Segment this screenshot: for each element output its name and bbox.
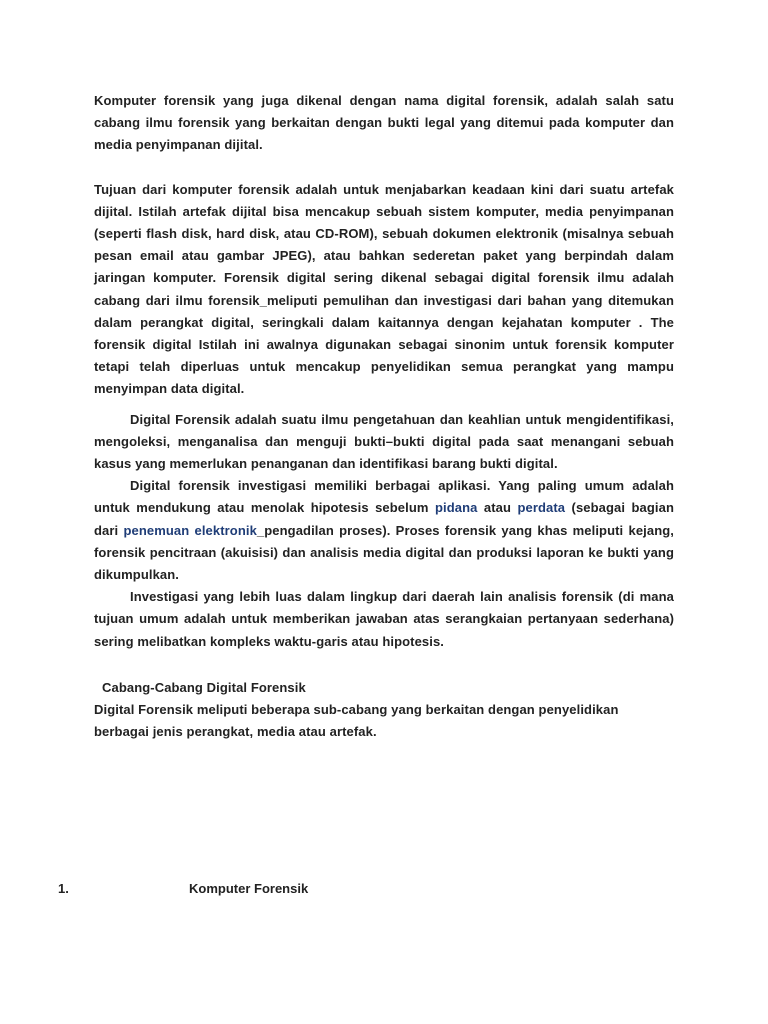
document-body <box>94 90 674 743</box>
paragraph-subbranches: Digital Forensik meliputi beberapa sub-cabang yang berkaitan dengan penyelidikan berbagai jenis perangkat, media atau artefak. <box>94 702 619 740</box>
paragraph-definition: Digital Forensik adalah suatu ilmu pengetahuan dan keahlian untuk mengidentifikasi, mengoleksi, menganalisa dan menguji bukti–bukti digital pada saat menangani sebuah kasus yang memerlukan penanganan dan identifikasi barang bukti digital. <box>94 411 674 472</box>
link-penemuan-elektronik[interactable]: penemuan elektronik <box>123 522 257 538</box>
paragraph-applications-text-2: atau <box>477 500 518 516</box>
paragraph-intro: Komputer forensik yang juga dikenal dengan nama digital forensik, adalah salah satu cabang ilmu forensik yang berkaitan dengan bukti legal yang ditemui pada komputer dan media penyimpanan dijital. <box>94 93 674 153</box>
paragraph-investigation: Investigasi yang lebih luas dalam lingkup dari daerah lain analisis forensik (di mana tujuan umum adalah untuk memberikan jawaban atas serangkaian pertanyaan sederhana) sering melibatkan kompleks waktu-garis atau hipotesis. <box>94 589 674 649</box>
paragraph-applications-text-3: (sebagai bagian dari <box>94 500 675 538</box>
list-item-number: 1. <box>58 881 69 896</box>
paragraph-purpose: Tujuan dari komputer forensik adalah untuk menjabarkan keadaan kini dari suatu artefak dijital. Istilah artefak dijital bisa mencakup sebuah sistem komputer, media penyimpanan (seperti flash disk, hard disk, atau CD-ROM), sebuah dokumen elektronik (misalnya sebuah pesan email atau gambar JPEG), atau bahkan sederetan paket yang berpindah dalam jaringan komputer. Forensik digital sering dikenal sebagai digital forensik ilmu adalah cabang dari ilmu forensik_meliputi pemulihan dan investigasi dari bahan yang ditemukan dalam perangkat digital, seringkali dalam kaitannya dengan kejahatan komputer . The forensik digital Istilah ini awalnya digunakan sebagai sinonim untuk forensik komputer tetapi telah diperluas untuk mencakup penyelidikan semua perangkat yang mampu menyimpan data digital. <box>94 181 674 397</box>
link-perdata[interactable]: perdata <box>517 500 566 516</box>
paragraph-applications <box>94 475 674 586</box>
paragraph-applications-text-4: _pengadilan proses). Proses forensik yang khas meliputi kejang, forensik pencitraan (akuisisi) dan analisis media digital dan produksi laporan ke bukti yang dikumpulkan. <box>94 522 674 583</box>
paragraph-applications-text-1: Digital forensik investigasi memiliki berbagai aplikasi. Yang paling umum adalah untuk mendukung atau menolak hipotesis sebelum <box>94 478 674 516</box>
section-heading: Cabang-Cabang Digital Forensik <box>102 679 306 695</box>
link-pidana[interactable]: pidana <box>434 500 478 516</box>
list-item <box>58 878 678 900</box>
list-item-label: Komputer Forensik <box>189 881 309 896</box>
